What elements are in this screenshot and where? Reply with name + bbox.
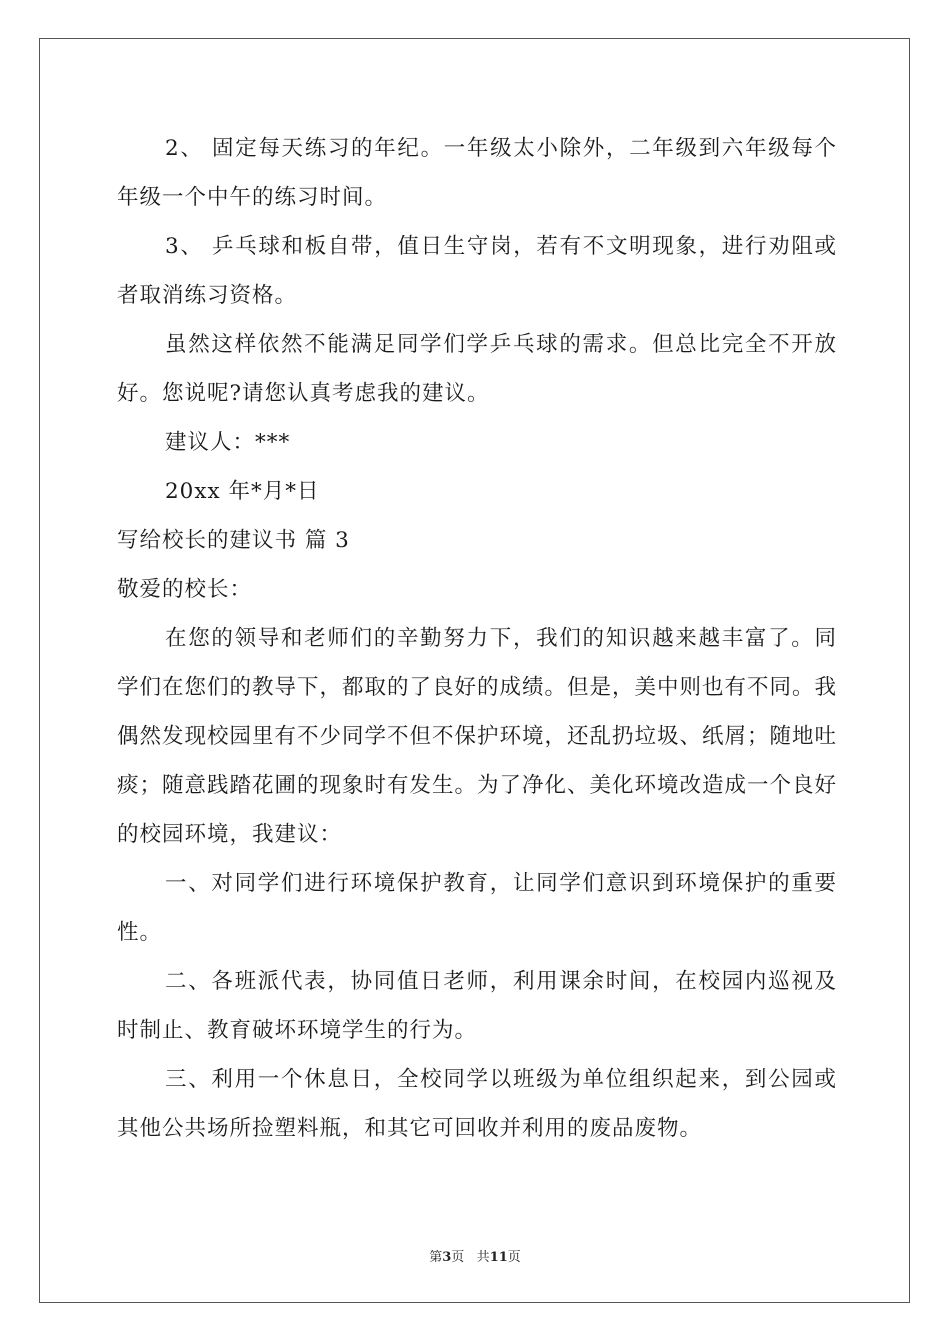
paragraph-intro: 在您的领导和老师们的辛勤努力下，我们的知识越来越丰富了。同学们在您们的教导下，都取的了良好的成绩。但是，美中则也有不同。我偶然发现校园里有不少同学不但不保护环境，还乱扔垃圾、纸屑；随地吐痰；随意践踏花圃的现象时有发生。为了净化、美化环境改造成一个良好的校园环境，我建议：	[117, 626, 838, 847]
paragraph-suggestion-1: 一、对同学们进行环境保护教育，让同学们意识到环境保护的重要性。	[117, 871, 837, 945]
document-body	[117, 124, 837, 1153]
proposer-line: 建议人：***	[165, 430, 291, 455]
footer-page-suffix: 页	[451, 1250, 465, 1265]
paragraph-suggestion-2: 二、各班派代表，协同值日老师，利用课余时间，在校园内巡视及时制止、教育破坏环境学生的行为。	[117, 969, 837, 1043]
paragraph-item-3: 3、 乒乓球和板自带，值日生守岗，若有不文明现象，进行劝阻或者取消练习资格。	[117, 234, 837, 308]
footer-total-prefix: 共	[476, 1250, 490, 1265]
paragraph-item-2: 2、 固定每天练习的年纪。一年级太小除外，二年级到六年级每个年级一个中午的练习时间。	[117, 136, 837, 210]
paragraph-summary: 虽然这样依然不能满足同学们学乒乓球的需求。但总比完全不开放好。您说呢?请您认真考虑我的建议。	[117, 332, 837, 406]
date-line: 20xx 年*月*日	[165, 479, 320, 504]
current-page-number: 3	[442, 1250, 452, 1265]
salutation: 敬爱的校长：	[117, 577, 253, 602]
total-pages-number: 11	[489, 1250, 508, 1265]
page-number-footer	[0, 1246, 950, 1265]
section-title: 写给校长的建议书 篇 3	[117, 528, 350, 553]
footer-total-suffix: 页	[507, 1250, 521, 1265]
paragraph-suggestion-3: 三、利用一个休息日，全校同学以班级为单位组织起来，到公园或其他公共场所捡塑料瓶，和其它可回收并利用的废品废物。	[117, 1067, 837, 1141]
footer-prefix: 第	[429, 1250, 443, 1265]
